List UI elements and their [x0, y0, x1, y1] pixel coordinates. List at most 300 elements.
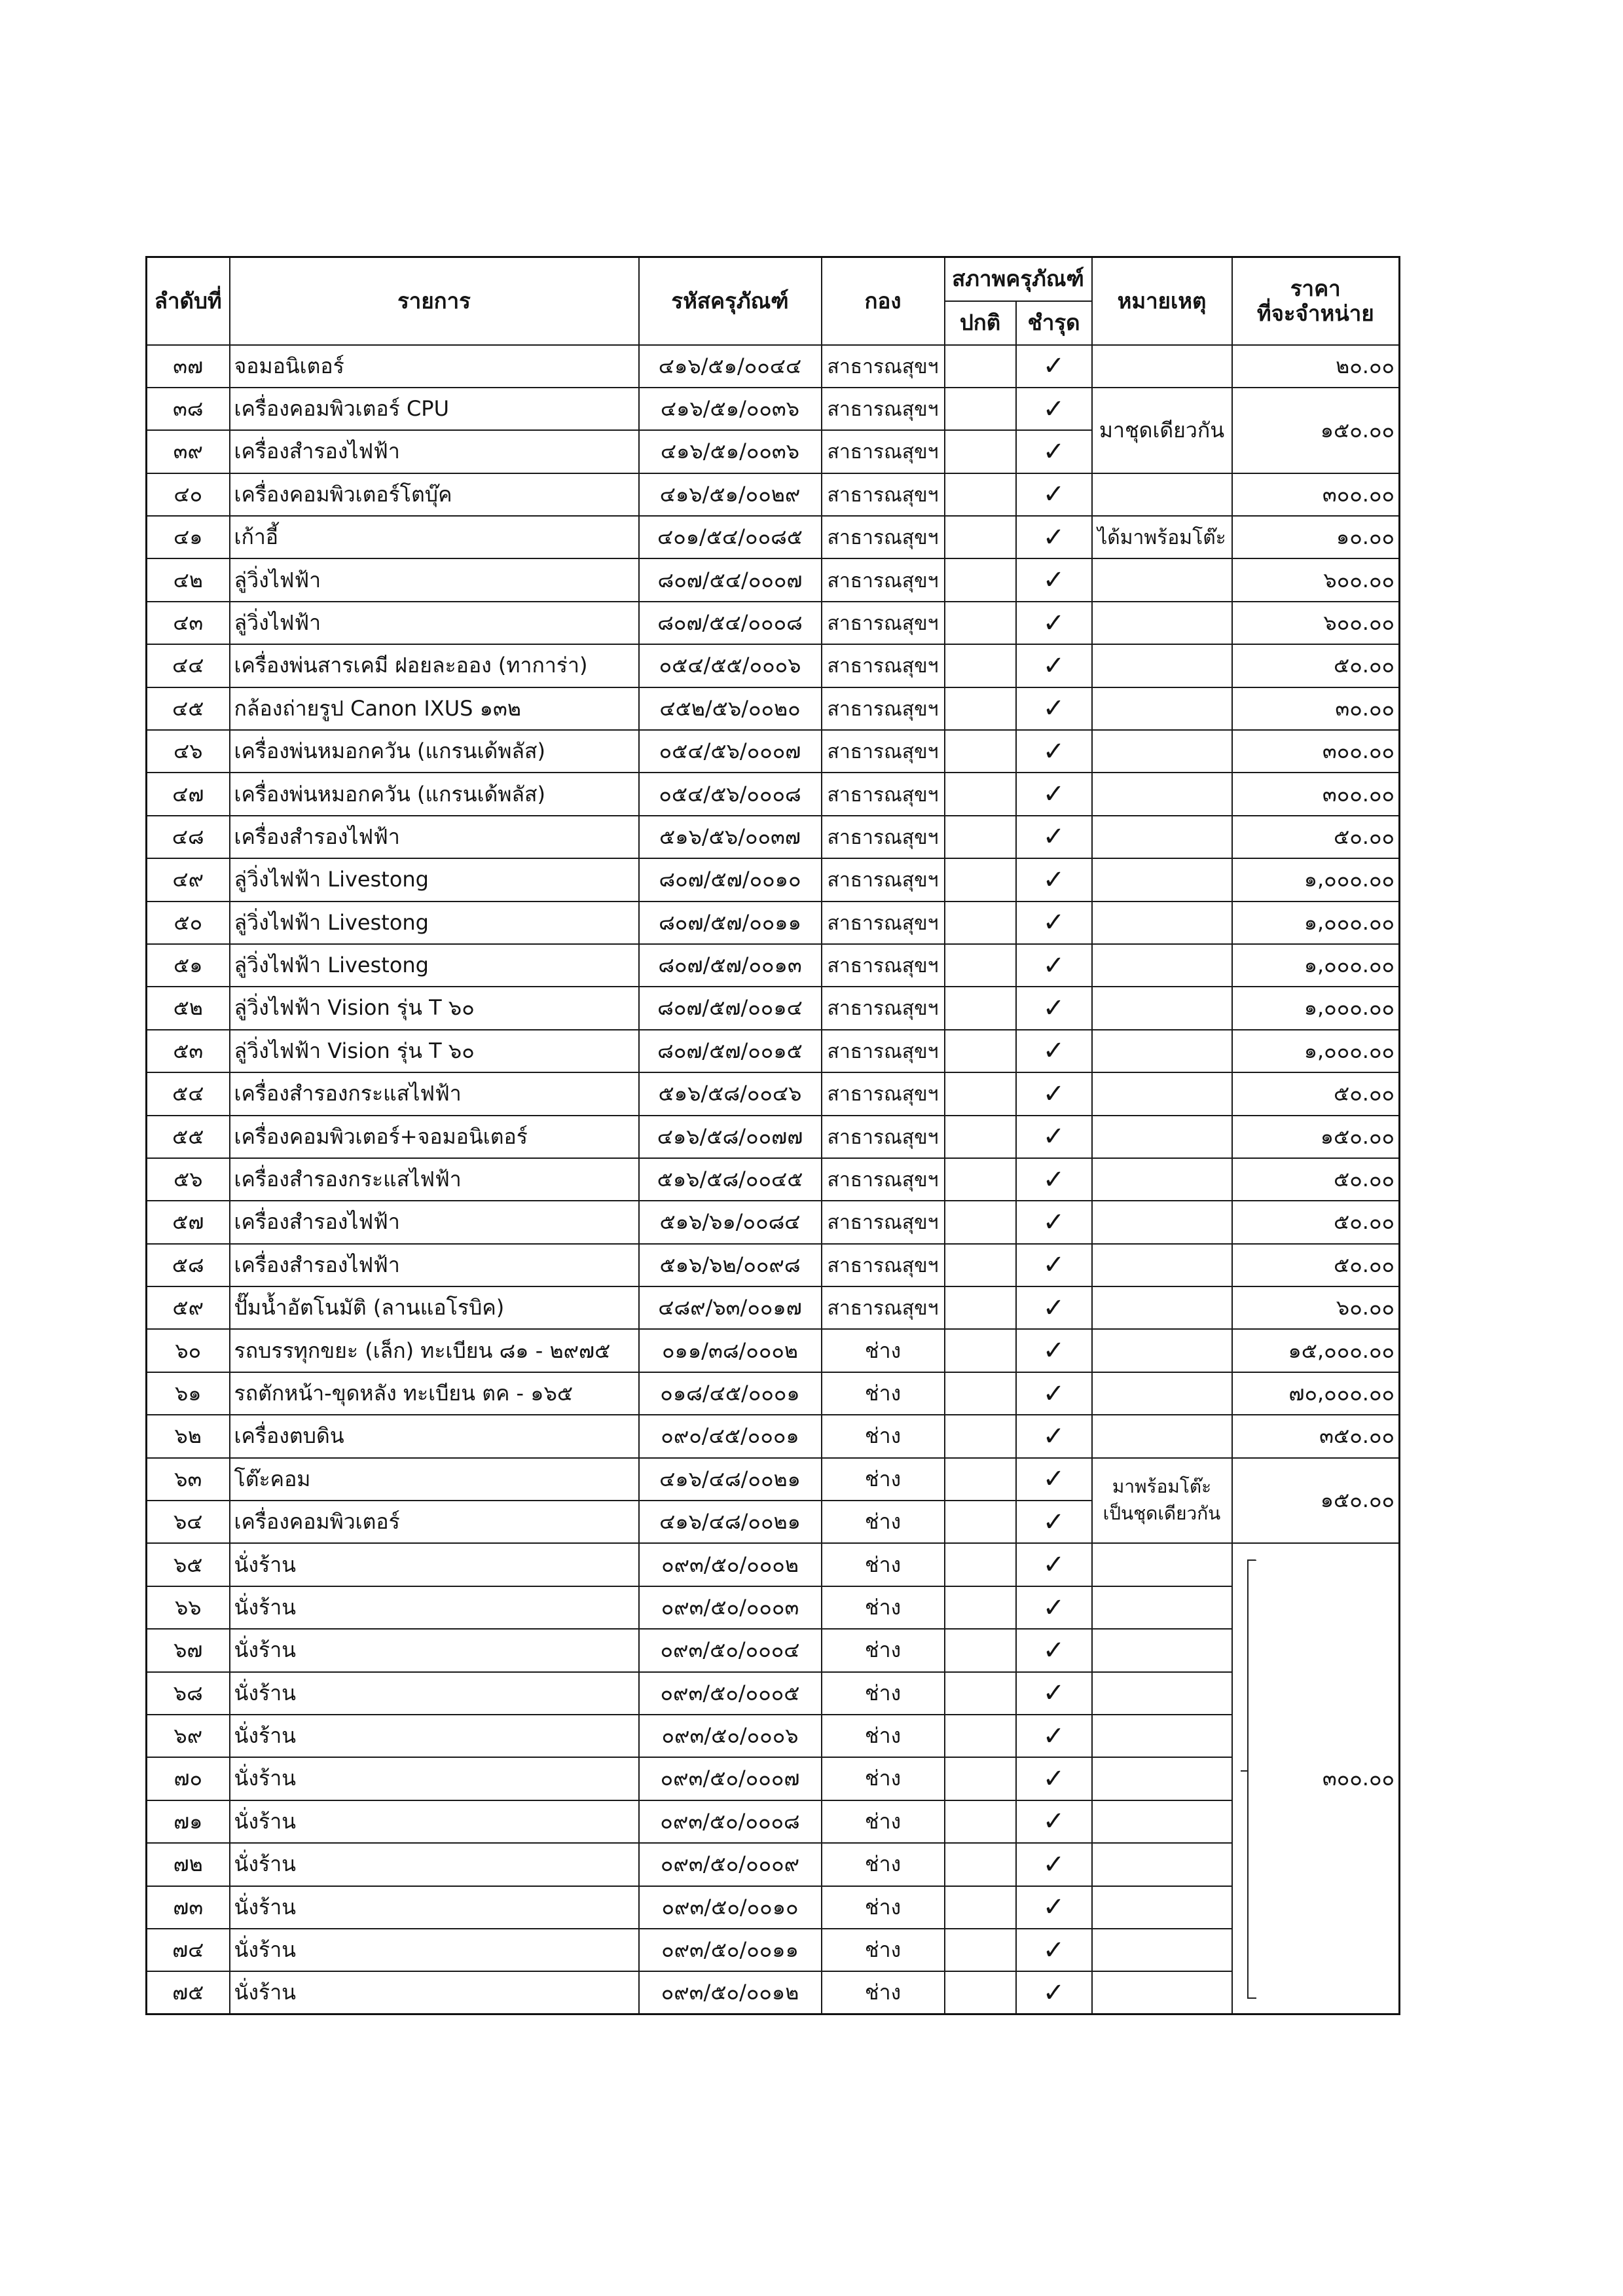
header-normal-label: ปกติ	[959, 310, 1001, 336]
division-name: สาธารณสุขฯ	[827, 397, 939, 421]
disposal-price: ๕๐.๐๐	[1334, 1252, 1395, 1277]
normal-mark-cell	[945, 902, 1016, 944]
row-number: ๖๐	[175, 1338, 202, 1363]
division-name: ช่าง	[864, 1851, 902, 1877]
asset-code: ๐๙๓/๕๐/๐๐๑๒	[661, 1980, 799, 2005]
remark-cell	[1092, 1286, 1232, 1329]
division-name: สาธารณสุขฯ	[827, 355, 939, 378]
damaged-check-mark: ✓	[1042, 436, 1065, 467]
damaged-check-mark-cell	[1016, 644, 1092, 687]
damaged-check-mark-cell	[1016, 858, 1092, 901]
item-name-cell	[230, 987, 639, 1029]
disposal-price-cell	[1232, 1030, 1400, 1072]
item-name-cell	[230, 1629, 639, 1671]
row-number-cell	[147, 1501, 230, 1543]
item-name: ลู่วิ่งไฟฟ้า Livestong	[234, 953, 429, 978]
normal-mark-cell	[945, 816, 1016, 858]
table-row	[147, 473, 1400, 516]
damaged-check-mark: ✓	[1042, 1849, 1065, 1880]
row-number-cell	[147, 473, 230, 516]
normal-mark-cell	[945, 388, 1016, 430]
table-row	[147, 345, 1400, 388]
asset-code-cell	[639, 1244, 822, 1286]
damaged-check-mark: ✓	[1042, 907, 1065, 938]
asset-code-cell	[639, 1158, 822, 1201]
asset-code-cell	[639, 858, 822, 901]
asset-disposal-table	[145, 256, 1400, 2015]
damaged-check-mark-cell	[1016, 687, 1092, 730]
remark-line: มาพร้อมโต๊ะ	[1112, 1476, 1212, 1498]
disposal-price: ๗๐,๐๐๐.๐๐	[1288, 1380, 1395, 1406]
disposal-price-cell	[1232, 602, 1400, 644]
asset-code-cell	[639, 1715, 822, 1757]
division-name-cell	[822, 687, 945, 730]
normal-mark-cell	[945, 687, 1016, 730]
row-number: ๖๖	[174, 1594, 202, 1620]
damaged-check-mark: ✓	[1042, 993, 1065, 1024]
asset-code: ๐๕๔/๕๖/๐๐๐๗	[659, 738, 801, 764]
table-row	[147, 1201, 1400, 1243]
remark-cell	[1092, 816, 1232, 858]
division-name: สาธารณสุขฯ	[827, 1125, 939, 1149]
item-name-cell	[230, 1286, 639, 1329]
row-number-cell	[147, 1201, 230, 1243]
disposal-price: ๓๐๐.๐๐	[1322, 738, 1395, 764]
row-number: ๔๗	[172, 781, 204, 807]
item-name: นั่งร้าน	[234, 1851, 297, 1877]
asset-code: ๐๑๑/๓๘/๐๐๐๒	[662, 1338, 798, 1363]
damaged-check-mark-cell	[1016, 1158, 1092, 1201]
asset-code-cell	[639, 1800, 822, 1843]
item-name-cell	[230, 1715, 639, 1757]
disposal-price: ๕๐.๐๐	[1334, 1081, 1395, 1106]
division-name: ช่าง	[864, 1338, 902, 1363]
asset-code: ๐๑๘/๔๕/๐๐๐๑	[660, 1380, 800, 1406]
row-number: ๖๓	[174, 1466, 202, 1491]
disposal-price-cell	[1232, 644, 1400, 687]
damaged-check-mark: ✓	[1042, 1164, 1065, 1195]
header-division-label: กอง	[864, 287, 902, 314]
table-row	[147, 1329, 1400, 1372]
asset-code-cell	[639, 944, 822, 987]
division-name-cell	[822, 1116, 945, 1158]
division-name-cell	[822, 388, 945, 430]
division-name: ช่าง	[864, 1766, 902, 1791]
damaged-check-mark-cell	[1016, 1116, 1092, 1158]
item-name: ลู่วิ่งไฟฟ้า Vision รุ่น T ๖๐	[234, 1038, 475, 1063]
division-name-cell	[822, 1800, 945, 1843]
disposal-price-cell	[1232, 516, 1400, 558]
remark-cell	[1092, 1072, 1232, 1115]
disposal-price-cell	[1232, 1201, 1400, 1243]
asset-code: ๕๑๖/๖๑/๐๐๘๔	[659, 1209, 801, 1235]
damaged-check-mark: ✓	[1042, 1250, 1065, 1281]
damaged-check-mark: ✓	[1042, 1550, 1065, 1580]
header-division	[822, 257, 945, 345]
item-name: นั่งร้าน	[234, 1723, 297, 1749]
disposal-price: ๕๐.๐๐	[1334, 1167, 1395, 1192]
damaged-check-mark-cell	[1016, 773, 1092, 815]
division-name: ช่าง	[864, 1637, 902, 1663]
asset-code-cell	[639, 558, 822, 601]
disposal-price: ๕๐.๐๐	[1334, 1209, 1395, 1235]
asset-code: ๘๐๗/๕๗/๐๐๑๕	[657, 1038, 803, 1063]
row-number-cell	[147, 773, 230, 815]
item-name-cell	[230, 516, 639, 558]
damaged-check-mark: ✓	[1042, 1592, 1065, 1623]
table-row	[147, 1929, 1400, 1971]
disposal-price-cell	[1232, 473, 1400, 516]
division-name-cell	[822, 987, 945, 1029]
asset-code-cell	[639, 388, 822, 430]
remark-cell	[1092, 1329, 1232, 1372]
disposal-price: ๑๕๐.๐๐	[1320, 1487, 1395, 1513]
table-body	[147, 345, 1400, 2014]
damaged-check-mark: ✓	[1042, 1678, 1065, 1709]
damaged-check-mark: ✓	[1042, 1721, 1065, 1751]
row-number-cell	[147, 1286, 230, 1329]
division-name: สาธารณสุขฯ	[827, 1254, 939, 1277]
item-name-cell	[230, 388, 639, 430]
damaged-check-mark: ✓	[1042, 1764, 1065, 1795]
normal-mark-cell	[945, 1929, 1016, 1971]
division-name-cell	[822, 1501, 945, 1543]
division-name-cell	[822, 1158, 945, 1201]
division-name-cell	[822, 473, 945, 516]
division-name: ช่าง	[864, 1594, 902, 1620]
row-number: ๓๙	[173, 439, 203, 464]
division-name: สาธารณสุขฯ	[827, 611, 939, 635]
normal-mark-cell	[945, 1072, 1016, 1115]
asset-code: ๘๐๗/๕๗/๐๐๑๐	[659, 867, 801, 892]
division-name-cell	[822, 773, 945, 815]
row-number: ๔๘	[172, 824, 204, 849]
normal-mark-cell	[945, 602, 1016, 644]
remark-cell	[1092, 1843, 1232, 1886]
disposal-price: ๑,๐๐๐.๐๐	[1304, 909, 1395, 935]
disposal-price-cell	[1232, 388, 1400, 473]
remark-cell	[1092, 516, 1232, 558]
remark-cell	[1092, 902, 1232, 944]
damaged-check-mark-cell	[1016, 1329, 1092, 1372]
damaged-check-mark-cell	[1016, 1629, 1092, 1671]
table-row	[147, 987, 1400, 1029]
disposal-price: ๑,๐๐๐.๐๐	[1304, 1038, 1395, 1063]
row-number-cell	[147, 1244, 230, 1286]
asset-code: ๔๕๒/๕๖/๐๐๒๐	[659, 695, 801, 721]
item-name: ปั๊มน้ำอัตโนมัติ (ลานแอโรบิค)	[234, 1295, 505, 1321]
item-name: ลู่วิ่งไฟฟ้า	[234, 610, 321, 635]
asset-code: ๐๙๓/๕๐/๐๐๐๕	[660, 1680, 800, 1705]
division-name: สาธารณสุขฯ	[827, 483, 939, 507]
row-number: ๔๔	[172, 653, 204, 678]
table-row	[147, 1715, 1400, 1757]
disposal-price: ๒๐.๐๐	[1336, 353, 1395, 378]
damaged-check-mark: ✓	[1042, 1036, 1065, 1066]
division-name-cell	[822, 345, 945, 388]
remark: มาชุดเดียวกัน	[1099, 417, 1225, 443]
asset-code-cell	[639, 1372, 822, 1415]
asset-code-cell	[639, 1201, 822, 1243]
division-name-cell	[822, 516, 945, 558]
remark-cell	[1092, 388, 1232, 473]
asset-code-cell	[639, 1672, 822, 1715]
normal-mark-cell	[945, 430, 1016, 473]
row-number-cell	[147, 644, 230, 687]
normal-mark-cell	[945, 1843, 1016, 1886]
damaged-check-mark: ✓	[1042, 736, 1065, 767]
item-name-cell	[230, 1244, 639, 1286]
damaged-check-mark-cell	[1016, 345, 1092, 388]
division-name: ช่าง	[864, 1552, 902, 1577]
asset-code-cell	[639, 1586, 822, 1629]
row-number: ๔๙	[172, 867, 204, 892]
division-name-cell	[822, 1886, 945, 1929]
damaged-check-mark-cell	[1016, 1501, 1092, 1543]
row-number: ๗๐	[173, 1766, 203, 1791]
asset-code-cell	[639, 345, 822, 388]
damaged-check-mark: ✓	[1042, 650, 1065, 681]
asset-code: ๔๐๑/๕๔/๐๐๘๕	[657, 524, 803, 550]
item-name: โต๊ะคอม	[234, 1466, 311, 1491]
row-number: ๖๕	[173, 1552, 203, 1577]
item-name-cell	[230, 816, 639, 858]
row-number: ๕๕	[172, 1123, 204, 1149]
item-name: ลู่วิ่งไฟฟ้า Livestong	[234, 909, 429, 935]
damaged-check-mark-cell	[1016, 473, 1092, 516]
normal-mark-cell	[945, 1458, 1016, 1501]
item-name-cell	[230, 1158, 639, 1201]
asset-code: ๕๑๖/๕๘/๐๐๔๕	[657, 1167, 803, 1192]
division-name-cell	[822, 602, 945, 644]
damaged-check-mark: ✓	[1042, 1207, 1065, 1237]
division-name: สาธารณสุขฯ	[827, 569, 939, 592]
remark-cell	[1092, 1201, 1232, 1243]
row-number-cell	[147, 987, 230, 1029]
disposal-price-cell	[1232, 1372, 1400, 1415]
division-name-cell	[822, 644, 945, 687]
normal-mark-cell	[945, 773, 1016, 815]
division-name-cell	[822, 858, 945, 901]
damaged-check-mark: ✓	[1042, 950, 1065, 981]
table-row	[147, 1757, 1400, 1800]
header-row	[147, 257, 1400, 301]
damaged-check-mark-cell	[1016, 516, 1092, 558]
table-row	[147, 1072, 1400, 1115]
division-name: ช่าง	[864, 1723, 902, 1749]
header-price	[1232, 257, 1400, 345]
remark-line: เป็นชุดเดียวกัน	[1103, 1503, 1221, 1525]
row-number-cell	[147, 1672, 230, 1715]
disposal-price-cell	[1232, 858, 1400, 901]
item-name: เครื่องคอมพิวเตอร์+จอมอนิเตอร์	[234, 1123, 528, 1149]
row-number-cell	[147, 816, 230, 858]
disposal-price: ๑๕๐.๐๐	[1320, 1123, 1395, 1149]
division-name-cell	[822, 1843, 945, 1886]
row-number: ๖๔	[173, 1509, 203, 1535]
division-name: สาธารณสุขฯ	[827, 1211, 939, 1235]
damaged-check-mark: ✓	[1042, 1635, 1065, 1666]
item-name: เครื่องพ่นหมอกควัน (แกรนเด้พลัส)	[234, 781, 546, 807]
table-row	[147, 1843, 1400, 1886]
asset-code-cell	[639, 644, 822, 687]
division-name-cell	[822, 1971, 945, 2014]
division-name-cell	[822, 944, 945, 987]
row-number: ๔๑	[173, 524, 203, 550]
division-name-cell	[822, 1372, 945, 1415]
item-name-cell	[230, 602, 639, 644]
remark-cell	[1092, 1672, 1232, 1715]
damaged-check-mark-cell	[1016, 1800, 1092, 1843]
remark-cell	[1092, 1415, 1232, 1457]
row-number-cell	[147, 944, 230, 987]
division-name: ช่าง	[864, 1423, 902, 1449]
row-number-cell	[147, 1372, 230, 1415]
item-name-cell	[230, 1971, 639, 2014]
asset-code: ๘๐๗/๕๗/๐๐๑๓	[658, 953, 802, 978]
disposal-price-cell	[1232, 1286, 1400, 1329]
division-name: ช่าง	[864, 1808, 902, 1834]
asset-code-cell	[639, 1072, 822, 1115]
division-name-cell	[822, 1715, 945, 1757]
division-name-cell	[822, 1201, 945, 1243]
remark-cell	[1092, 1929, 1232, 1971]
division-name: ช่าง	[864, 1466, 902, 1491]
asset-code: ๘๐๗/๕๗/๐๐๑๑	[659, 909, 801, 935]
row-number-cell	[147, 1030, 230, 1072]
division-name-cell	[822, 1072, 945, 1115]
asset-code-cell	[639, 1757, 822, 1800]
asset-code: ๐๙๓/๕๐/๐๐๑๑	[661, 1937, 799, 1963]
damaged-check-mark: ✓	[1042, 693, 1065, 724]
division-name: สาธารณสุขฯ	[827, 655, 939, 678]
division-name: สาธารณสุขฯ	[827, 1040, 939, 1063]
item-name: นั่งร้าน	[234, 1766, 297, 1791]
normal-mark-cell	[945, 1629, 1016, 1671]
row-number: ๓๘	[172, 395, 204, 421]
asset-code: ๕๑๖/๖๒/๐๐๙๘	[659, 1252, 801, 1277]
item-name-cell	[230, 1757, 639, 1800]
item-name-cell	[230, 1586, 639, 1629]
damaged-check-mark-cell	[1016, 1201, 1092, 1243]
table-row	[147, 773, 1400, 815]
division-name: สาธารณสุขฯ	[827, 997, 939, 1021]
row-number-cell	[147, 1886, 230, 1929]
disposal-price: ๑,๐๐๐.๐๐	[1304, 953, 1395, 978]
damaged-check-mark-cell	[1016, 1458, 1092, 1501]
asset-code: ๔๑๖/๔๘/๐๐๒๑	[659, 1466, 801, 1491]
row-number: ๗๒	[173, 1851, 203, 1877]
item-name: นั่งร้าน	[234, 1637, 297, 1663]
row-number-cell	[147, 1072, 230, 1115]
asset-code-cell	[639, 473, 822, 516]
disposal-price-cell	[1232, 1415, 1400, 1457]
division-name: สาธารณสุขฯ	[827, 869, 939, 892]
item-name-cell	[230, 1072, 639, 1115]
item-name-cell	[230, 773, 639, 815]
normal-mark-cell	[945, 1244, 1016, 1286]
item-name-cell	[230, 1415, 639, 1457]
disposal-price: ๕๐.๐๐	[1334, 824, 1395, 849]
row-number-cell	[147, 1415, 230, 1457]
disposal-price: ๓๐๐.๐๐	[1322, 481, 1395, 507]
header-remark	[1092, 257, 1232, 345]
remark-cell	[1092, 1971, 1232, 2014]
damaged-check-mark: ✓	[1042, 1336, 1065, 1366]
table-row	[147, 1629, 1400, 1671]
damaged-check-mark: ✓	[1042, 479, 1065, 510]
asset-code-cell	[639, 1286, 822, 1329]
header-normal	[945, 301, 1016, 345]
normal-mark-cell	[945, 730, 1016, 773]
item-name-cell	[230, 430, 639, 473]
normal-mark-cell	[945, 1372, 1016, 1415]
asset-code-cell	[639, 1843, 822, 1886]
damaged-check-mark: ✓	[1042, 1464, 1065, 1495]
item-name: เครื่องคอมพิวเตอร์	[234, 1509, 400, 1535]
remark-cell	[1092, 730, 1232, 773]
normal-mark-cell	[945, 1501, 1016, 1543]
item-name-cell	[230, 1030, 639, 1072]
table-row	[147, 1800, 1400, 1843]
row-number-cell	[147, 687, 230, 730]
row-number: ๖๗	[173, 1637, 203, 1663]
item-name-cell	[230, 473, 639, 516]
remark-cell	[1092, 1116, 1232, 1158]
asset-code: ๐๙๓/๕๐/๐๐๐๖	[661, 1723, 799, 1749]
disposal-price-cell	[1232, 1329, 1400, 1372]
row-number-cell	[147, 902, 230, 944]
table-row	[147, 558, 1400, 601]
header-price-label-line1: ราคา	[1290, 275, 1341, 301]
damaged-check-mark-cell	[1016, 602, 1092, 644]
division-name-cell	[822, 902, 945, 944]
damaged-check-mark: ✓	[1042, 779, 1065, 810]
header-damaged-label: ชำรุด	[1027, 310, 1080, 336]
table-row	[147, 944, 1400, 987]
division-name: สาธารณสุขฯ	[827, 911, 939, 935]
normal-mark-cell	[945, 516, 1016, 558]
division-name-cell	[822, 1929, 945, 1971]
row-number-cell	[147, 1757, 230, 1800]
damaged-check-mark-cell	[1016, 902, 1092, 944]
asset-code: ๐๙๐/๔๕/๐๐๐๑	[661, 1423, 799, 1449]
remark-cell	[1092, 858, 1232, 901]
asset-code-cell	[639, 1329, 822, 1372]
header-price-label-line2: ที่จะจำหน่าย	[1256, 300, 1374, 326]
item-name: เครื่องคอมพิวเตอร์โตบุ๊ค	[234, 481, 452, 507]
item-name: เครื่องสำรองไฟฟ้า	[234, 1209, 400, 1235]
table-row	[147, 1116, 1400, 1158]
row-number-cell	[147, 558, 230, 601]
remark-cell	[1092, 687, 1232, 730]
asset-code-cell	[639, 1543, 822, 1586]
item-name-cell	[230, 1886, 639, 1929]
row-number-cell	[147, 1800, 230, 1843]
normal-mark-cell	[945, 987, 1016, 1029]
asset-code-cell	[639, 516, 822, 558]
table-row	[147, 1372, 1400, 1415]
remark-cell	[1092, 1757, 1232, 1800]
damaged-check-mark: ✓	[1042, 822, 1065, 852]
item-name: เครื่องพ่นหมอกควัน (แกรนเด้พลัส)	[234, 738, 546, 764]
division-name-cell	[822, 558, 945, 601]
damaged-check-mark-cell	[1016, 1886, 1092, 1929]
damaged-check-mark-cell	[1016, 1929, 1092, 1971]
normal-mark-cell	[945, 1415, 1016, 1457]
division-name-cell	[822, 430, 945, 473]
row-number: ๖๙	[173, 1723, 203, 1749]
